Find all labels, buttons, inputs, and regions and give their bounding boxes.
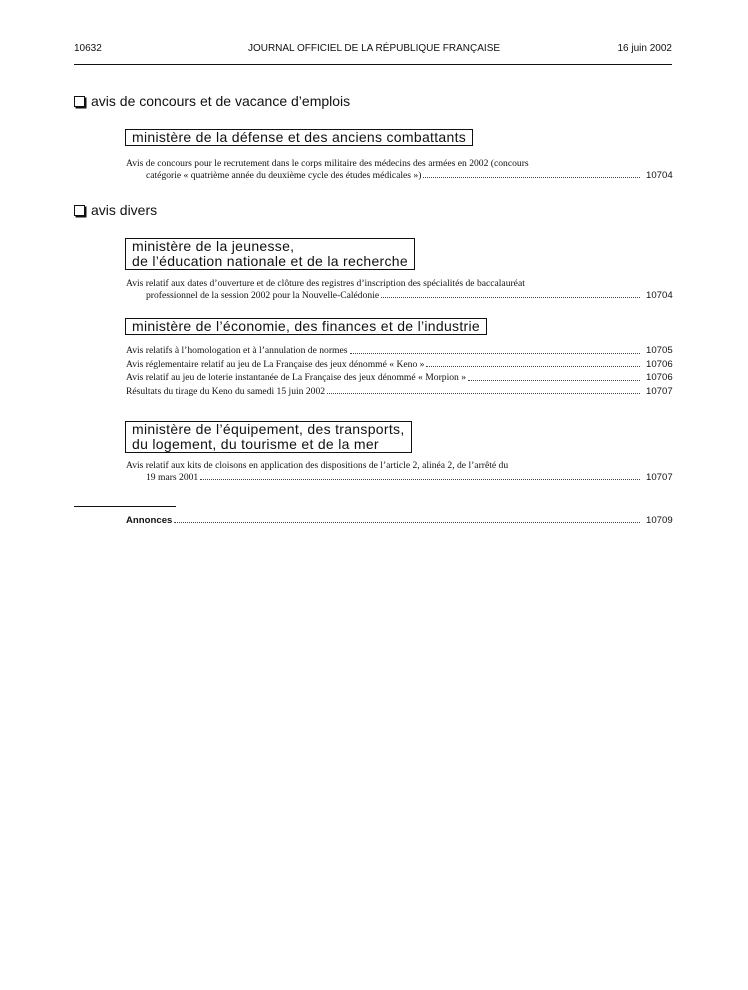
entry-page-number: 10704: [646, 289, 673, 301]
ministry-name-line: ministère de la jeunesse,: [132, 238, 295, 254]
ministry-box-economie: [125, 318, 487, 335]
entry-text: Avis réglementaire relatif au jeu de La Française des jeux dénommé « Keno »: [126, 358, 425, 370]
entry-text: Avis relatif au jeu de loterie instantanée de La Française des jeux dénommé « Morpion »: [126, 372, 467, 383]
issue-date: 16 juin 2002: [617, 43, 672, 54]
entry-page-number: 10707: [646, 385, 673, 397]
ministry-name-line: du logement, du tourisme et de la mer: [132, 436, 379, 452]
ministry-name-line: ministère de l’économie, des finances et de l’industrie: [132, 318, 481, 334]
entry-page-number: 10707: [646, 471, 673, 483]
section-title: avis divers: [91, 202, 158, 218]
dot-leader: [426, 366, 640, 367]
section-heading-avis-divers: [74, 202, 157, 218]
entry-text-line1: Avis de concours pour le recrutement dans le corps militaire des médecins des armées en 2002 (concours: [126, 158, 529, 169]
ministry-name-line: ministère de la défense et des anciens combattants: [132, 129, 467, 145]
annonces-entry: [126, 515, 672, 526]
entry-text-line2: 19 mars 2001: [146, 471, 199, 483]
entry-text-line1: Avis relatif aux dates d’ouverture et de clôture des registres d’inscription des spécialités de baccalauréat: [126, 278, 525, 289]
dot-leader: [468, 380, 640, 381]
ministry-box-defense: [125, 129, 473, 146]
entry-baccalaureat: [126, 278, 672, 301]
ministry-name-line: ministère de l’équipement, des transports,: [132, 421, 405, 437]
entry-text-line1: Avis relatif aux kits de cloisons en application des dispositions de l’article 2, alinéa 2, de l’arrêté du: [126, 460, 509, 471]
section-heading-concours: [74, 93, 350, 109]
checkbox-square-icon: [74, 96, 85, 107]
page-number: 10632: [74, 43, 102, 54]
entry-text-line2: catégorie « quatrième année du deuxième cycle des études médicales »): [146, 169, 422, 181]
ministry-box-jeunesse: [125, 238, 415, 270]
dot-leader: [381, 297, 640, 298]
entry-list-economie: [126, 345, 672, 397]
entry-page-number: 10706: [646, 372, 673, 383]
separator-rule: [74, 506, 176, 507]
dot-leader: [174, 522, 640, 523]
entry-page-number: 10704: [646, 169, 673, 181]
entry-text-line2: professionnel de la session 2002 pour la Nouvelle-Calédonie: [146, 289, 380, 301]
list-item: [126, 386, 672, 398]
dot-leader: [200, 479, 640, 480]
annonces-page-number: 10709: [646, 515, 673, 526]
dot-leader: [423, 177, 640, 178]
dot-leader: [327, 393, 640, 394]
section-title: avis de concours et de vacance d’emplois: [91, 93, 351, 109]
ministry-name-line: de l’éducation nationale et de la recherche: [132, 253, 408, 269]
annonces-label: Annonces: [126, 515, 173, 526]
list-item: [126, 359, 672, 371]
entry-text: Avis relatifs à l’homologation et à l’annulation de normes: [126, 345, 348, 356]
list-item: [126, 345, 672, 357]
header-rule: [74, 64, 672, 65]
journal-title: JOURNAL OFFICIEL DE LA RÉPUBLIQUE FRANÇAISE: [247, 43, 501, 54]
entry-page-number: 10706: [646, 358, 673, 370]
dot-leader: [350, 353, 641, 354]
entry-concours-medecins: [126, 158, 672, 181]
ministry-box-equipement: [125, 421, 412, 453]
checkbox-square-icon: [74, 205, 85, 216]
entry-text: Résultats du tirage du Keno du samedi 15 juin 2002: [126, 385, 326, 397]
list-item: [126, 372, 672, 384]
entry-kits-cloisons: [126, 460, 672, 483]
entry-page-number: 10705: [646, 345, 673, 356]
